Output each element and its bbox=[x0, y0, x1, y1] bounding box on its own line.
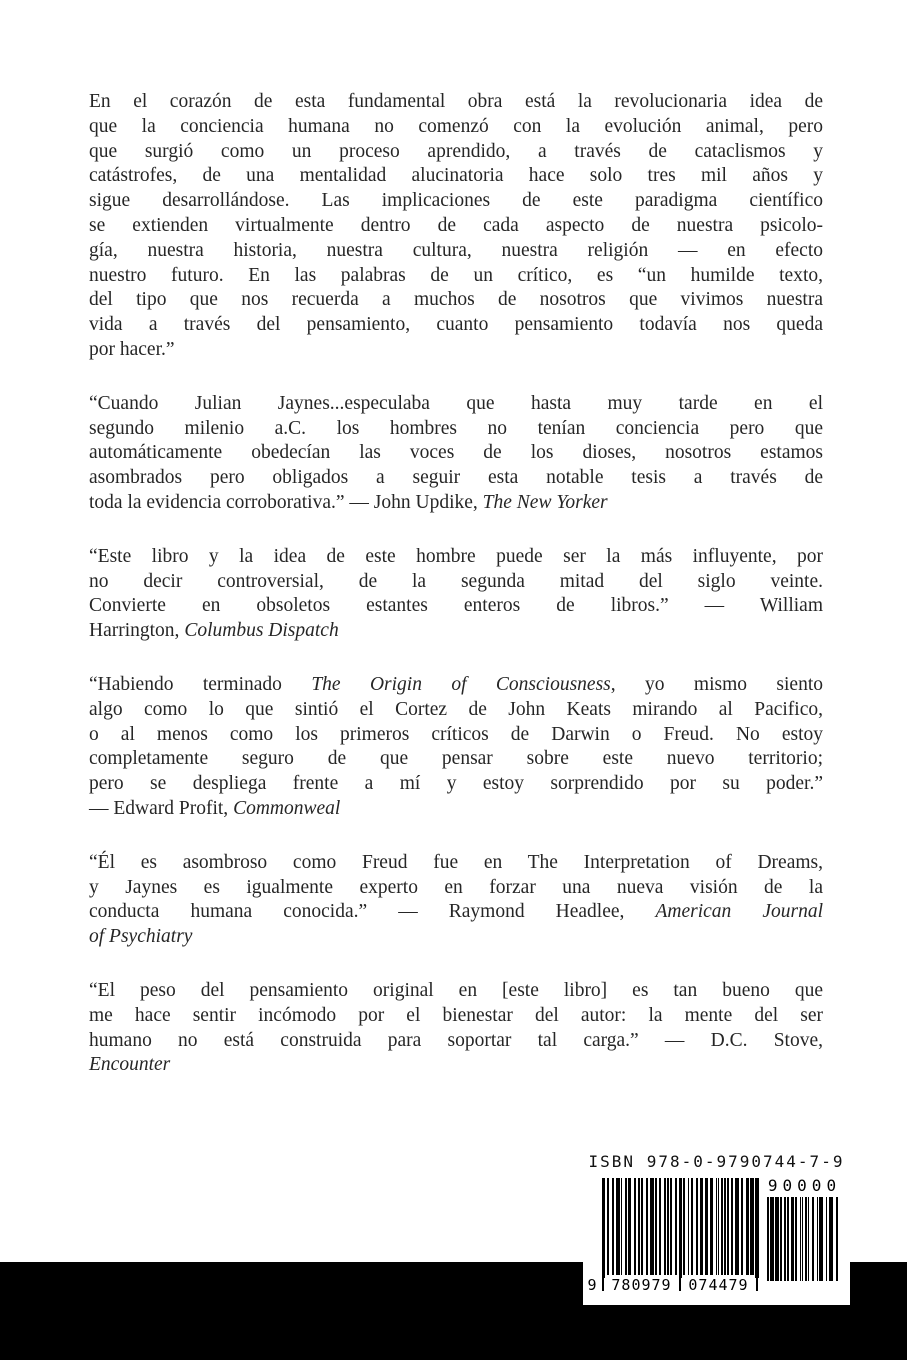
barcode-bar bbox=[628, 1178, 631, 1278]
barcode-bar bbox=[805, 1197, 807, 1281]
paragraph-headlee-review bbox=[89, 851, 823, 950]
barcode-bar bbox=[688, 1178, 689, 1278]
text-line: “Este libro y la idea de este hombre puede ser la más influyente, por bbox=[89, 545, 823, 567]
text-line: “El peso del pensamiento original en [este libro] es tan bueno que bbox=[89, 979, 823, 1001]
barcode-bar bbox=[802, 1197, 803, 1281]
barcode-digit-group: 074479 bbox=[683, 1275, 754, 1295]
text-line: automáticamente obedecían las voces de los dioses, nosotros estamos bbox=[89, 442, 823, 464]
barcode-bar bbox=[659, 1178, 661, 1278]
barcode-bar bbox=[791, 1197, 794, 1281]
barcode-bar bbox=[775, 1197, 779, 1281]
text-line: Convierte en obsoletos estantes enteros de libros.” — William bbox=[89, 595, 823, 617]
text-line: por hacer.” bbox=[89, 338, 175, 360]
text-line: segundo milenio a.C. los hombres no tenían conciencia pero que bbox=[89, 417, 823, 439]
barcode-bar bbox=[780, 1197, 782, 1281]
text-line: no decir controversial, de la segunda mitad del siglo veinte. bbox=[89, 570, 823, 592]
barcode-panel bbox=[583, 1145, 850, 1305]
text-line: “Cuando Julian Jaynes...especulaba que hasta muy tarde en el bbox=[89, 392, 823, 414]
barcode-bar bbox=[721, 1178, 723, 1278]
text-line: toda la evidencia corroborativa.” — John Updike, The New Yorker bbox=[89, 491, 608, 513]
barcode-digit-group: 780979 bbox=[606, 1275, 677, 1295]
text-line: asombrados pero obligados a seguir esta notable tesis a través de bbox=[89, 467, 823, 489]
barcode-price-code: 90000 bbox=[767, 1176, 842, 1195]
barcode-bar bbox=[696, 1178, 698, 1278]
text-line: sigue desarrollándose. Las implicaciones de este paradigma científico bbox=[89, 190, 823, 212]
text-line: nuestro futuro. En las palabras de un crítico, es “un humilde texto, bbox=[89, 264, 823, 286]
barcode-bar bbox=[612, 1178, 614, 1278]
barcode-main-bars bbox=[602, 1178, 758, 1278]
barcode-bar bbox=[800, 1197, 801, 1281]
barcode-bar bbox=[817, 1197, 818, 1281]
text-line: En el corazón de esta fundamental obra está la revolucionaria idea de bbox=[89, 91, 823, 112]
barcode-bar bbox=[750, 1178, 754, 1278]
barcode-bar bbox=[836, 1197, 838, 1281]
barcode-guard-right bbox=[756, 1178, 758, 1291]
text-line: que surgió como un proceso aprendido, a través de cataclismos y bbox=[89, 140, 823, 162]
text-line: vida a través del pensamiento, cuanto pensamiento todavía nos queda bbox=[89, 314, 823, 336]
text-line: of Psychiatry bbox=[89, 926, 193, 948]
text-line: y Jaynes es igualmente experto en forzar una nueva visión de la bbox=[89, 876, 823, 898]
text-line: “Habiendo terminado The Origin of Consciousness, yo mismo siento bbox=[89, 673, 823, 695]
barcode-bar bbox=[667, 1178, 669, 1278]
text-line: humano no está construida para soportar tal carga.” — D.C. Stove, bbox=[89, 1029, 823, 1051]
text-line: Harrington, Columbus Dispatch bbox=[89, 620, 339, 642]
barcode-bar bbox=[826, 1197, 827, 1281]
paragraph-harrington-review bbox=[89, 545, 823, 644]
barcode-bar bbox=[735, 1178, 739, 1278]
barcode-bar bbox=[812, 1197, 814, 1281]
barcode-bar bbox=[718, 1178, 719, 1278]
barcode-bar bbox=[710, 1178, 713, 1278]
barcode-bar bbox=[727, 1178, 729, 1278]
barcode-bar bbox=[829, 1197, 833, 1281]
barcode-bar bbox=[700, 1178, 703, 1278]
barcode-bar bbox=[675, 1178, 677, 1278]
text-line: o al menos como los primeros críticos de Darwin o Freud. No estoy bbox=[89, 723, 823, 745]
barcode-bar bbox=[784, 1197, 786, 1281]
barcode-bar bbox=[716, 1178, 717, 1278]
barcode-bar bbox=[819, 1197, 823, 1281]
barcode-bar bbox=[655, 1178, 657, 1278]
text-line: gía, nuestra historia, nuestra cultura, nuestra religión — en efecto bbox=[89, 239, 823, 261]
isbn-label: ISBN 978-0-9790744-7-9 bbox=[588, 1152, 845, 1171]
barcode-bar bbox=[731, 1178, 733, 1278]
text-line: del tipo que nos recuerda a muchos de nosotros que vivimos nuestra bbox=[89, 289, 823, 311]
text-line: algo como lo que sintió el Cortez de John Keats mirando al Pacifico, bbox=[89, 698, 823, 720]
barcode-digit-group: 9 bbox=[585, 1275, 600, 1295]
paragraph-synopsis bbox=[89, 90, 823, 363]
paragraph-updike-review bbox=[89, 392, 823, 516]
text-line: “Él es asombroso como Freud fue en The Interpretation of Dreams, bbox=[89, 851, 823, 873]
text-line: conducta humana conocida.” — Raymond Headlee, American Journal bbox=[89, 901, 823, 923]
barcode-bar bbox=[746, 1178, 749, 1278]
barcode-bar bbox=[767, 1197, 769, 1281]
text-line: — Edward Profit, Commonweal bbox=[89, 797, 341, 819]
barcode-bar bbox=[607, 1178, 609, 1278]
barcode-bar bbox=[646, 1178, 648, 1278]
paragraph-profit-review bbox=[89, 673, 823, 822]
barcode-bar bbox=[625, 1178, 627, 1278]
text-line: que la conciencia humana no comenzó con la evolución animal, pero bbox=[89, 115, 823, 137]
text-line: Encounter bbox=[89, 1054, 171, 1076]
text-line: me hace sentir incómodo por el bienestar del autor: la mente del ser bbox=[89, 1004, 823, 1026]
barcode-bar bbox=[770, 1197, 774, 1281]
text-line: se extienden virtualmente dentro de cada aspecto de nuestra psicolo- bbox=[89, 214, 823, 236]
barcode-guard-middle bbox=[679, 1178, 681, 1291]
barcode-bar bbox=[724, 1178, 726, 1278]
barcode-bar bbox=[650, 1178, 654, 1278]
barcode-bar bbox=[616, 1178, 620, 1278]
paragraph-stove-review bbox=[89, 979, 823, 1078]
barcode-bar bbox=[705, 1178, 708, 1278]
barcode-bar bbox=[634, 1178, 636, 1278]
text-line: catástrofes, de una mentalidad alucinatoria hace solo tres mil años y bbox=[89, 165, 823, 187]
barcode-bar bbox=[621, 1178, 622, 1278]
barcode-bar bbox=[795, 1197, 797, 1281]
barcode-bar bbox=[787, 1197, 789, 1281]
text-line: pero se despliega frente a mí y estoy sorprendido por su poder.” bbox=[89, 773, 823, 795]
barcode-bar bbox=[664, 1178, 666, 1278]
barcode-bar bbox=[641, 1178, 643, 1278]
barcode-guard-left bbox=[602, 1178, 604, 1291]
text-block bbox=[89, 90, 823, 1107]
barcode-bar bbox=[638, 1178, 640, 1278]
barcode-bar bbox=[683, 1178, 685, 1278]
text-line: completamente seguro de que pensar sobre este nuevo territorio; bbox=[89, 748, 823, 770]
barcode-bar bbox=[691, 1178, 693, 1278]
barcode-bar bbox=[670, 1178, 672, 1278]
barcode-bar bbox=[808, 1197, 809, 1281]
barcode-addon-bars bbox=[767, 1197, 842, 1281]
barcode-bar bbox=[741, 1178, 743, 1278]
